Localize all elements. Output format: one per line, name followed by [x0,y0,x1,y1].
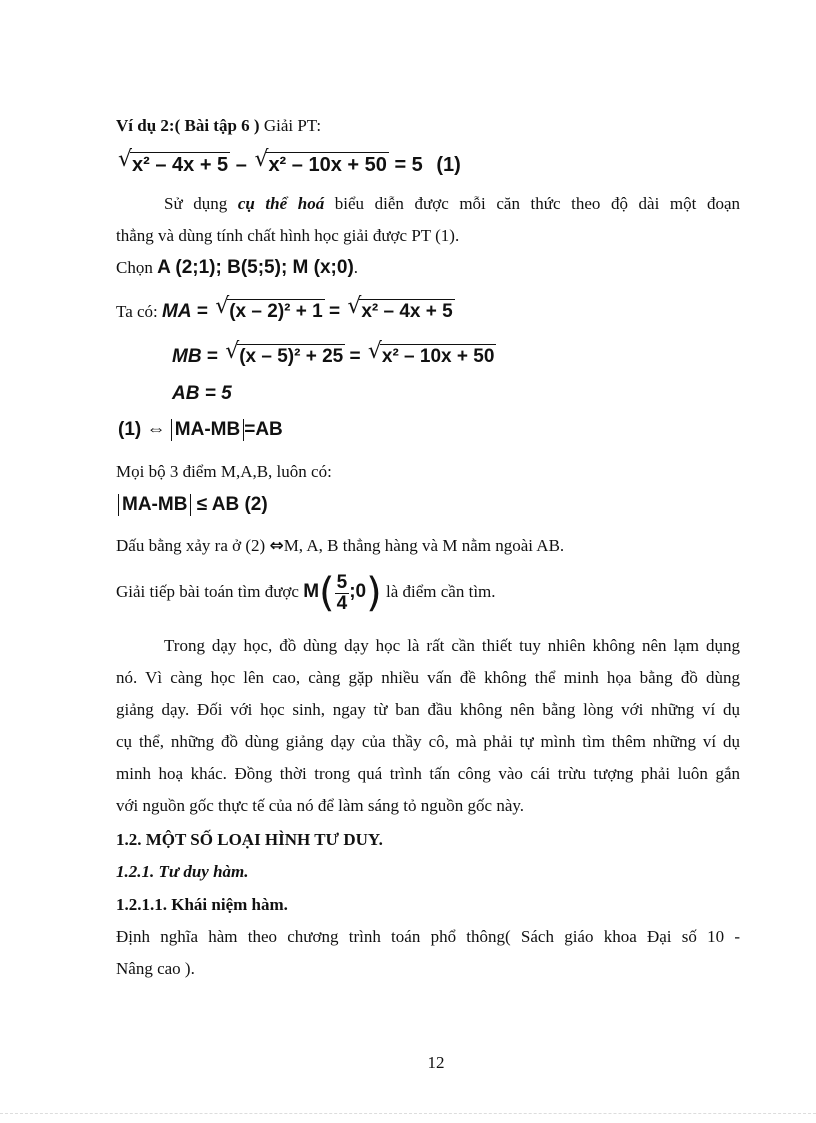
ma-radical-1: √ (x – 2)² + 1 [215,294,323,322]
page-number: 12 [427,1053,445,1072]
equivalence: (1) ⇔ MA-MB =AB [118,419,283,440]
derivation-mb: MB = √ (x – 5)² + 25 = √ x² – 10x + 50 [172,339,495,367]
exercise-ref: ( Bài tập 6 ) [174,116,260,135]
ma-radical-2: √ x² – 4x + 5 [347,294,453,322]
fraction-5-4: $\frac{5}{4}$ [336,571,348,614]
definition-line-2: Nâng cao ). [116,959,195,978]
paragraph-line-4: cụ thể, những đồ dùng giảng dạy của thầy cô, mà phải tự mình tìm thêm những ví dụ [116,732,740,751]
mb-radical-1: √ (x – 5)² + 25 [225,339,344,367]
abs-ma-mb-2: MA-MB [118,494,191,516]
example-label: Ví dụ 2: [116,116,175,135]
page-bottom-rule [0,1113,816,1114]
inequality: MA-MB ≤ AB (2) [118,493,268,517]
emphasis-concretize: cụ thể hoá [237,194,325,213]
section-heading-1-2: 1.2. MỘT SỐ LOẠI HÌNH TƯ DUY. [116,830,383,849]
mb-radical-2: √ x² – 10x + 50 [367,339,495,367]
radical-1: √ x² – 4x + 5 [118,147,229,176]
derivation-ab: AB = 5 [172,383,232,404]
triplet-statement: Mọi bộ 3 điểm M,A,B, luôn có: [116,462,332,481]
ma-label: MA [162,301,192,322]
example-heading [116,114,321,138]
solution-m: M [303,581,320,602]
equality-condition: Dấu bằng xảy ra ở (2) ⇔M, A, B thẳng hàng và M nằm ngoài AB. [116,536,565,556]
definition-line-1: Định nghĩa hàm theo chương trình toán phổ thông( Sách giáo khoa Đại số 10 - [116,927,740,946]
choose-points: Chọn A (2;1); B(5;5); M (x;0). [116,257,359,278]
paragraph-line-5: minh hoạ khác. Đồng thời trong quá trình tấn công vào cái trừu tượng phải luôn gắn [116,764,740,783]
intro-line-2: thẳng và dùng tính chất hình học giải được PT (1). [116,226,460,245]
section-heading-1-2-1-1: 1.2.1.1. Khái niệm hàm. [116,895,288,914]
main-equation: √ x² – 4x + 5 – √ x² – 10x + 50 = 5 (1) [118,147,461,176]
solution-line: Giải tiếp bài toán tìm được M( $\frac{5}{4}$ ;0) là điểm cần tìm. [116,570,496,617]
radical-2: √ x² – 10x + 50 [254,147,387,176]
derivation-ma: Ta có: MA = √ (x – 2)² + 1 = √ x² – 4x + 5 [116,294,453,322]
intro-line-1: Sử dụng cụ thể hoá biểu diễn được mỗi căn thức theo độ dài một đoạn [164,194,740,213]
equiv-arrow: ⇔ [269,536,284,556]
paragraph-line-2: nó. Vì càng học lên cao, càng gặp nhiều vấn đề không thể minh họa bằng đồ dùng [116,668,740,687]
points-list: A (2;1); B(5;5); M (x;0) [157,257,354,278]
equation-tag: (1) [436,154,461,176]
mb-label: MB [172,346,202,367]
equation-rhs: = 5 [394,154,423,176]
abs-ma-mb: MA-MB [171,419,244,441]
paragraph-line-6: với nguồn gốc thực tế của nó để làm sáng tỏ nguồn gốc này. [116,796,525,815]
section-heading-1-2-1: 1.2.1. Tư duy hàm. [116,862,249,881]
paragraph-line-3: giảng dạy. Đối với học sinh, ngay từ ban đầu không nên bằng lòng với những ví dụ [116,700,740,719]
paragraph-line-1: Trong dạy học, đồ dùng dạy học là rất cần thiết tuy nhiên không nên lạm dụng [164,636,740,655]
instruction: Giải PT: [259,116,322,135]
